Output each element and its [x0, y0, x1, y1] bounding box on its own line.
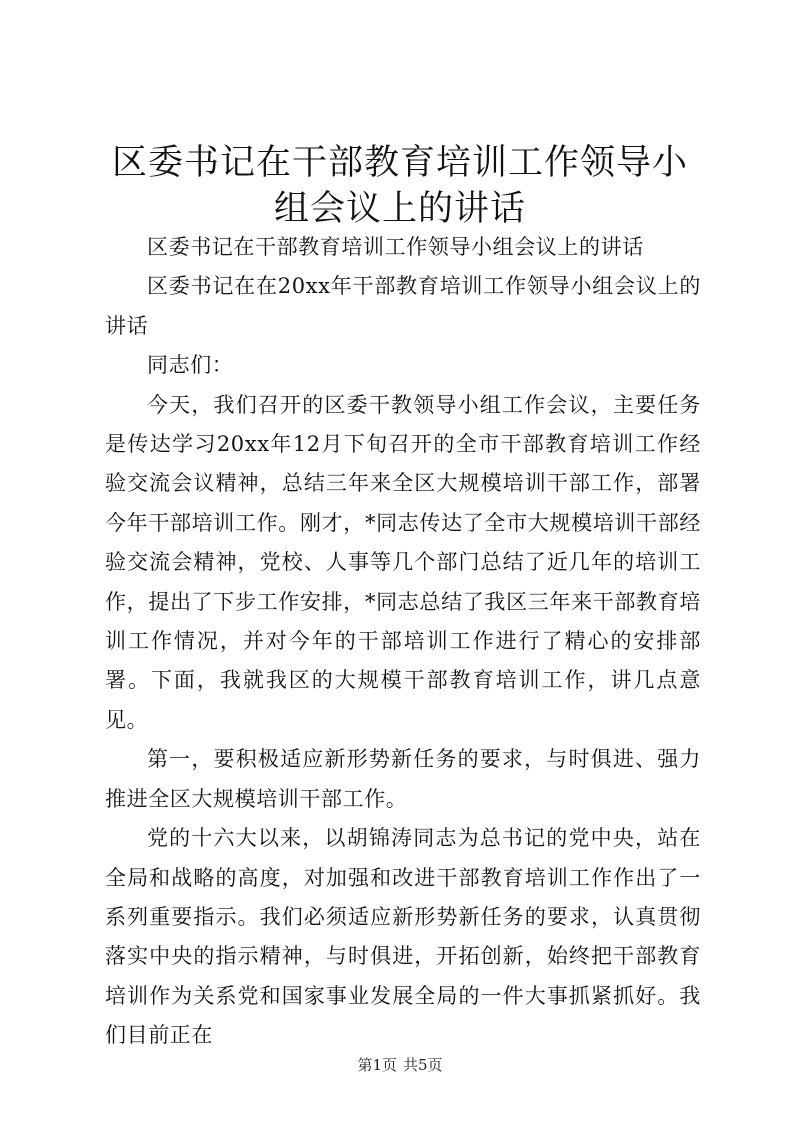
- document-body: [105, 228, 701, 1056]
- page-number: 第1页: [357, 1056, 397, 1074]
- paragraph: 区委书记在干部教育培训工作领导小组会议上的讲话: [147, 235, 644, 259]
- paragraph: 同志们：: [147, 353, 234, 378]
- document-title: 区委书记在干部教育培训工作领导小组会议上的讲话: [111, 143, 688, 229]
- page-footer: [0, 1055, 800, 1075]
- paragraph: 今天，我们召开的区委干教领导小组工作会议，主要任务是传达学习20xx年12月下旬召开的全市干部教育培训工作经验交流会议精神，总结三年来全区大规模培训干部工作，部署今年干部培训工作。刚才，*同志传达了全市大规模培训干部经验交流会精神，党校、人事等几个部门总结了近几年的培训工作，提出了下步工作安排，*同志总结了我区三年来干部教育培训工作情况，并对今年的干部培训工作进行了精心的安排部署。下面，我就我区的大规模干部教育培训工作，讲几点意见。: [105, 392, 701, 732]
- paragraph: 区委书记在在20xx年干部教育培训工作领导小组会议上的讲话: [105, 274, 701, 338]
- page-total: 共5页: [403, 1056, 443, 1074]
- paragraph: 第一，要积极适应新形势新任务的要求，与时俱进、强力推进全区大规模培训干部工作。: [105, 747, 701, 811]
- paragraph: 党的十六大以来，以胡锦涛同志为总书记的党中央，站在全局和战略的高度，对加强和改进干部教育培训工作作出了一系列重要指示。我们必须适应新形势新任务的要求，认真贯彻落实中央的指示精神，与时俱进，开拓创新，始终把干部教育培训作为关系党和国家事业发展全局的一件大事抓紧抓好。我们目前正在: [105, 826, 701, 1048]
